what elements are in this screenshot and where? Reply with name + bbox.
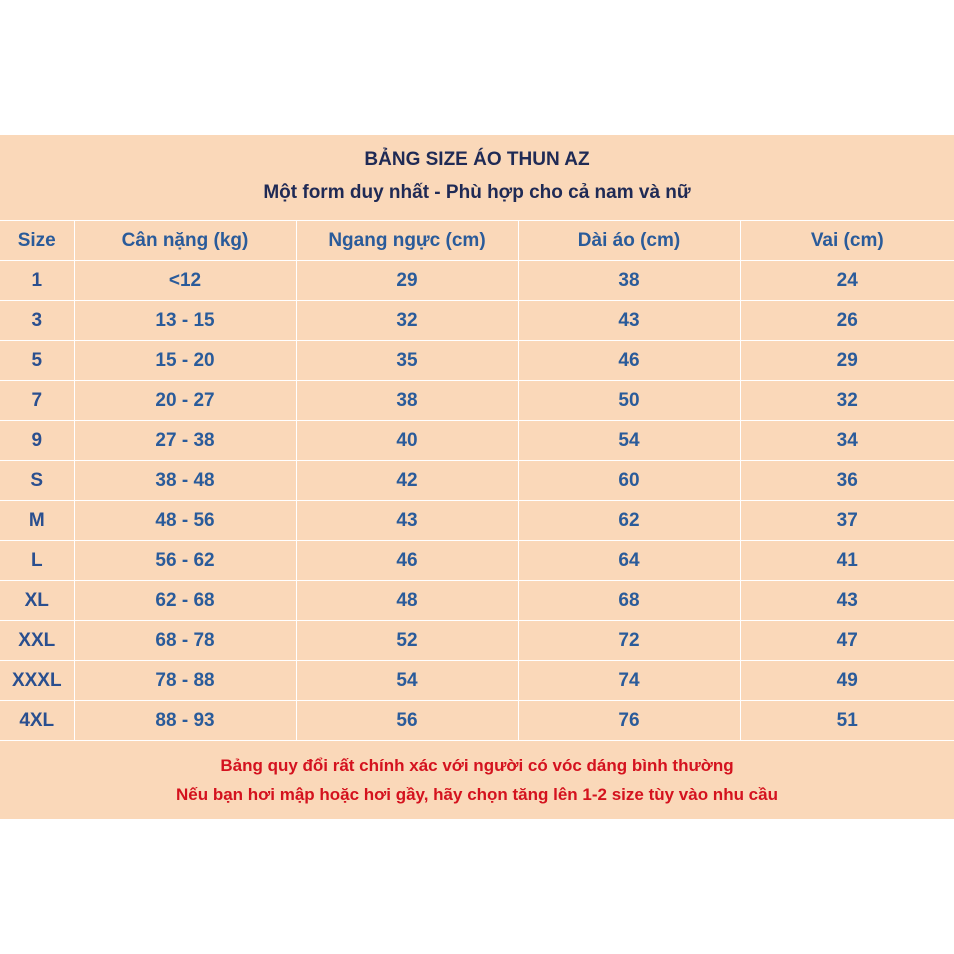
size-table-body — [0, 261, 954, 741]
cell-shoulder: 43 — [740, 581, 954, 621]
size-chart-header — [0, 135, 954, 220]
cell-size: 4XL — [0, 701, 74, 741]
size-chart-title: BẢNG SIZE ÁO THUN AZ — [364, 149, 590, 170]
table-row — [0, 661, 954, 701]
table-row — [0, 301, 954, 341]
cell-size: L — [0, 541, 74, 581]
cell-shoulder: 49 — [740, 661, 954, 701]
size-table-header-row — [0, 221, 954, 261]
cell-weight: 38 - 48 — [74, 461, 296, 501]
cell-shirt-length: 50 — [518, 381, 740, 421]
cell-chest-width: 40 — [296, 421, 518, 461]
cell-shirt-length: 62 — [518, 501, 740, 541]
cell-shoulder: 29 — [740, 341, 954, 381]
size-table — [0, 220, 954, 740]
accuracy-note: Bảng quy đổi rất chính xác với người có vóc dáng bình thường — [220, 756, 734, 775]
cell-shoulder: 51 — [740, 701, 954, 741]
cell-shirt-length: 72 — [518, 621, 740, 661]
size-chart-panel — [0, 135, 954, 819]
table-row — [0, 341, 954, 381]
table-row — [0, 381, 954, 421]
size-chart-subtitle: Một form duy nhất - Phù hợp cho cả nam và nữ — [263, 182, 691, 203]
cell-shirt-length: 60 — [518, 461, 740, 501]
cell-size: 9 — [0, 421, 74, 461]
column-header-shoulder: Vai (cm) — [740, 221, 954, 261]
column-header-chest-width: Ngang ngực (cm) — [296, 221, 518, 261]
cell-chest-width: 38 — [296, 381, 518, 421]
cell-weight: 56 - 62 — [74, 541, 296, 581]
cell-shoulder: 37 — [740, 501, 954, 541]
cell-shoulder: 36 — [740, 461, 954, 501]
cell-shoulder: 26 — [740, 301, 954, 341]
cell-shirt-length: 76 — [518, 701, 740, 741]
cell-shirt-length: 68 — [518, 581, 740, 621]
cell-weight: 48 - 56 — [74, 501, 296, 541]
table-row — [0, 261, 954, 301]
cell-chest-width: 46 — [296, 541, 518, 581]
cell-shirt-length: 54 — [518, 421, 740, 461]
cell-chest-width: 48 — [296, 581, 518, 621]
cell-size: 3 — [0, 301, 74, 341]
cell-size: 1 — [0, 261, 74, 301]
column-header-weight: Cân nặng (kg) — [74, 221, 296, 261]
cell-chest-width: 42 — [296, 461, 518, 501]
cell-weight: 62 - 68 — [74, 581, 296, 621]
column-header-shirt-length: Dài áo (cm) — [518, 221, 740, 261]
column-header-size: Size — [0, 221, 74, 261]
table-row — [0, 701, 954, 741]
cell-weight: 27 - 38 — [74, 421, 296, 461]
cell-shoulder: 47 — [740, 621, 954, 661]
cell-size: XL — [0, 581, 74, 621]
cell-weight: 68 - 78 — [74, 621, 296, 661]
size-up-note: Nếu bạn hơi mập hoặc hơi gầy, hãy chọn tăng lên 1-2 size tùy vào nhu cầu — [176, 785, 778, 804]
cell-size: 7 — [0, 381, 74, 421]
cell-chest-width: 29 — [296, 261, 518, 301]
cell-chest-width: 54 — [296, 661, 518, 701]
cell-weight: 20 - 27 — [74, 381, 296, 421]
table-row — [0, 541, 954, 581]
cell-size: S — [0, 461, 74, 501]
cell-chest-width: 43 — [296, 501, 518, 541]
cell-shirt-length: 64 — [518, 541, 740, 581]
cell-shirt-length: 43 — [518, 301, 740, 341]
cell-weight: 88 - 93 — [74, 701, 296, 741]
cell-chest-width: 35 — [296, 341, 518, 381]
cell-size: 5 — [0, 341, 74, 381]
cell-shirt-length: 46 — [518, 341, 740, 381]
cell-shirt-length: 38 — [518, 261, 740, 301]
cell-shoulder: 41 — [740, 541, 954, 581]
cell-weight: 13 - 15 — [74, 301, 296, 341]
cell-chest-width: 32 — [296, 301, 518, 341]
cell-shirt-length: 74 — [518, 661, 740, 701]
cell-shoulder: 32 — [740, 381, 954, 421]
cell-shoulder: 24 — [740, 261, 954, 301]
table-row — [0, 621, 954, 661]
cell-size: M — [0, 501, 74, 541]
cell-chest-width: 52 — [296, 621, 518, 661]
size-chart-footer — [0, 740, 954, 806]
cell-weight: 15 - 20 — [74, 341, 296, 381]
cell-chest-width: 56 — [296, 701, 518, 741]
table-row — [0, 581, 954, 621]
cell-weight: 78 - 88 — [74, 661, 296, 701]
table-row — [0, 421, 954, 461]
cell-size: XXL — [0, 621, 74, 661]
cell-shoulder: 34 — [740, 421, 954, 461]
cell-weight: <12 — [74, 261, 296, 301]
table-row — [0, 501, 954, 541]
table-row — [0, 461, 954, 501]
cell-size: XXXL — [0, 661, 74, 701]
